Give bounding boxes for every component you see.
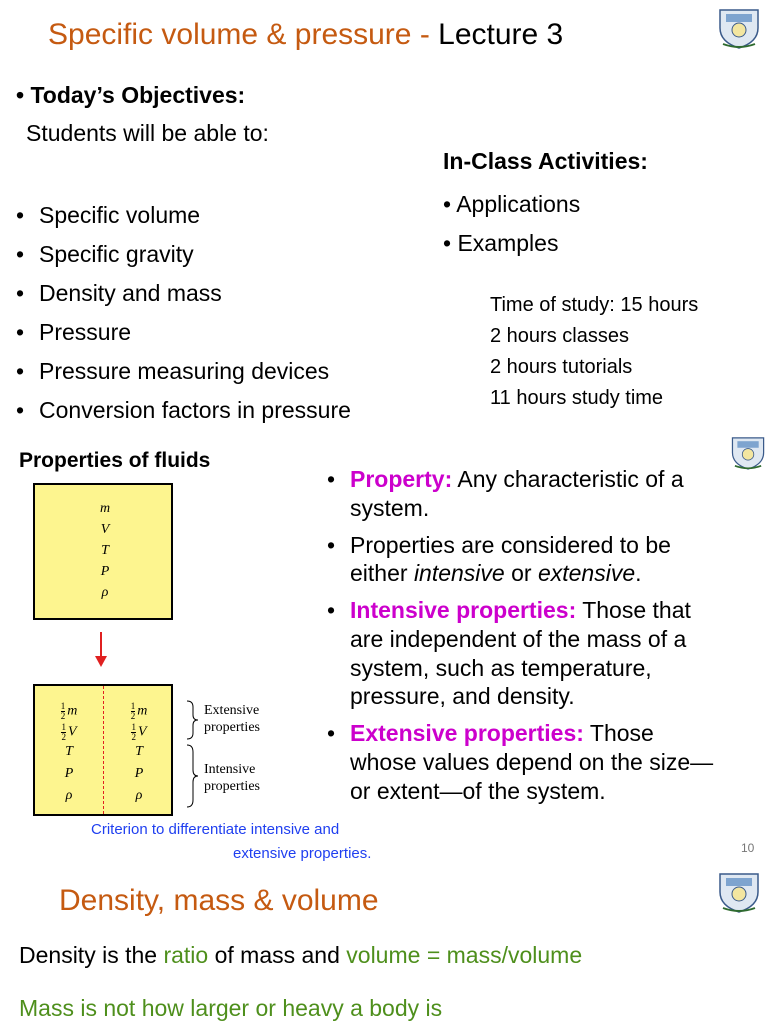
half-fraction xyxy=(61,723,66,742)
ratio-word: ratio xyxy=(163,942,209,968)
symbol-t: T xyxy=(101,543,109,558)
intensive-properties-text: Those that are independent of the mass of a system, such as temperature, pressure, and density. xyxy=(350,597,691,710)
half-fraction xyxy=(131,702,136,721)
objective-item: • Conversion factors in pressure xyxy=(14,391,351,430)
half-fraction xyxy=(61,702,66,721)
slide1-title xyxy=(48,18,563,52)
density-formula: volume = mass/volume xyxy=(346,942,583,968)
extensive-brace-icon xyxy=(185,700,199,745)
property-label: Property: xyxy=(350,466,453,492)
half-mass-left xyxy=(39,702,99,721)
bullet2-text: Properties are considered to be either xyxy=(350,531,671,587)
symbol-v: V xyxy=(67,724,77,740)
property-bullets xyxy=(325,465,725,805)
frac-den: 2 xyxy=(131,732,136,742)
half-fraction xyxy=(131,723,136,742)
symbol-rho-right: ρ xyxy=(135,788,143,803)
density-text: Density is the xyxy=(19,942,164,968)
intensive-label-line: properties xyxy=(204,779,260,794)
density-text-mid: of mass and xyxy=(208,942,347,968)
university-logo xyxy=(717,868,761,914)
symbol-p-left: P xyxy=(64,766,74,781)
half-mass-right xyxy=(109,702,169,721)
symbol-t-right: T xyxy=(135,744,143,759)
period: . xyxy=(635,560,642,587)
frac-num: 1 xyxy=(60,701,66,711)
symbol-rho-left: ρ xyxy=(65,788,73,803)
mass-statement: Mass is not how larger or heavy a body is xyxy=(19,995,443,1021)
objective-item: • Density and mass xyxy=(14,274,351,313)
extensive-properties-text: Those whose values depend on the size—or extent—of the system. xyxy=(350,720,714,804)
objective-item: • Pressure xyxy=(14,313,351,352)
activity-label: Applications xyxy=(456,191,581,217)
activity-label: Examples xyxy=(457,230,559,256)
extensive-properties-label: Extensive properties: xyxy=(350,720,584,746)
frac-den: 2 xyxy=(130,711,136,721)
objectives-heading-text: Today’s Objectives: xyxy=(30,82,246,108)
figure-caption-line2: extensive properties. xyxy=(233,845,372,862)
symbol-p: P xyxy=(100,564,110,579)
extensive-label-line: Extensive xyxy=(204,703,260,718)
study-time-line: 2 hours tutorials xyxy=(490,356,633,378)
frac-den: 2 xyxy=(61,732,66,742)
symbol-p-right: P xyxy=(134,766,144,781)
split-system-box xyxy=(33,684,173,816)
study-time-line: Time of study: 15 hours xyxy=(490,294,699,316)
divider-line xyxy=(103,686,104,814)
symbol-rho: ρ xyxy=(101,585,109,600)
intensive-label-line: Intensive xyxy=(204,762,256,777)
activity-item: • Examples xyxy=(443,230,559,256)
study-time-line: 11 hours study time xyxy=(490,387,664,409)
frac-num: 1 xyxy=(131,722,136,732)
objective-item: • Specific volume xyxy=(14,196,351,235)
objectives-heading xyxy=(16,82,245,110)
objectives-bullet-icon: • xyxy=(16,82,31,108)
university-logo xyxy=(730,433,766,471)
intensive-properties-label: Intensive properties: xyxy=(350,597,577,623)
half-volume-right xyxy=(109,723,169,742)
property-text: Any characteristic of a system. xyxy=(350,466,684,521)
frac-num: 1 xyxy=(130,701,136,711)
bullet-intensive-properties xyxy=(325,596,725,711)
symbol-m: m xyxy=(137,703,148,719)
intensive-word: intensive xyxy=(413,560,505,587)
bullet-property xyxy=(325,465,725,523)
study-time-line: 2 hours classes xyxy=(490,325,629,347)
intensive-label xyxy=(204,761,260,795)
down-arrow-icon xyxy=(93,632,109,673)
extensive-word: extensive xyxy=(537,560,636,587)
students-line: Students will be able to: xyxy=(26,120,269,146)
extensive-label-line: properties xyxy=(204,720,260,735)
or-word: or xyxy=(504,560,538,587)
density-definition xyxy=(19,942,582,970)
activity-item: • Applications xyxy=(443,191,581,217)
frac-den: 2 xyxy=(60,711,66,721)
whole-system-box xyxy=(33,483,173,620)
symbol-v: V xyxy=(100,522,110,537)
university-logo xyxy=(717,4,761,50)
slide1-title-topic: Specific volume & pressure - xyxy=(48,18,439,51)
half-volume-left xyxy=(39,723,99,742)
intensive-brace-icon xyxy=(185,744,199,813)
symbol-m: m xyxy=(67,703,78,719)
symbol-t-left: T xyxy=(65,744,73,759)
bullet-intensive-extensive xyxy=(325,531,725,589)
activities-heading: In-Class Activities: xyxy=(443,148,648,174)
page-number: 10 xyxy=(741,841,755,855)
symbol-v: V xyxy=(137,724,147,740)
properties-heading: Properties of fluids xyxy=(19,449,211,472)
figure-caption-line1: Criterion to differentiate intensive and xyxy=(91,821,340,838)
activities-list xyxy=(443,185,580,263)
objective-item: • Specific gravity xyxy=(14,235,351,274)
bullet-extensive-properties xyxy=(325,719,725,805)
slide3-title: Density, mass & volume xyxy=(59,884,379,917)
extensive-label xyxy=(204,702,260,736)
symbol-m: m xyxy=(99,501,111,516)
objectives-list xyxy=(14,196,351,430)
frac-num: 1 xyxy=(61,722,66,732)
study-time-block xyxy=(490,290,698,414)
objective-item: • Pressure measuring devices xyxy=(14,352,351,391)
slide1-title-lecture: Lecture 3 xyxy=(438,18,564,51)
